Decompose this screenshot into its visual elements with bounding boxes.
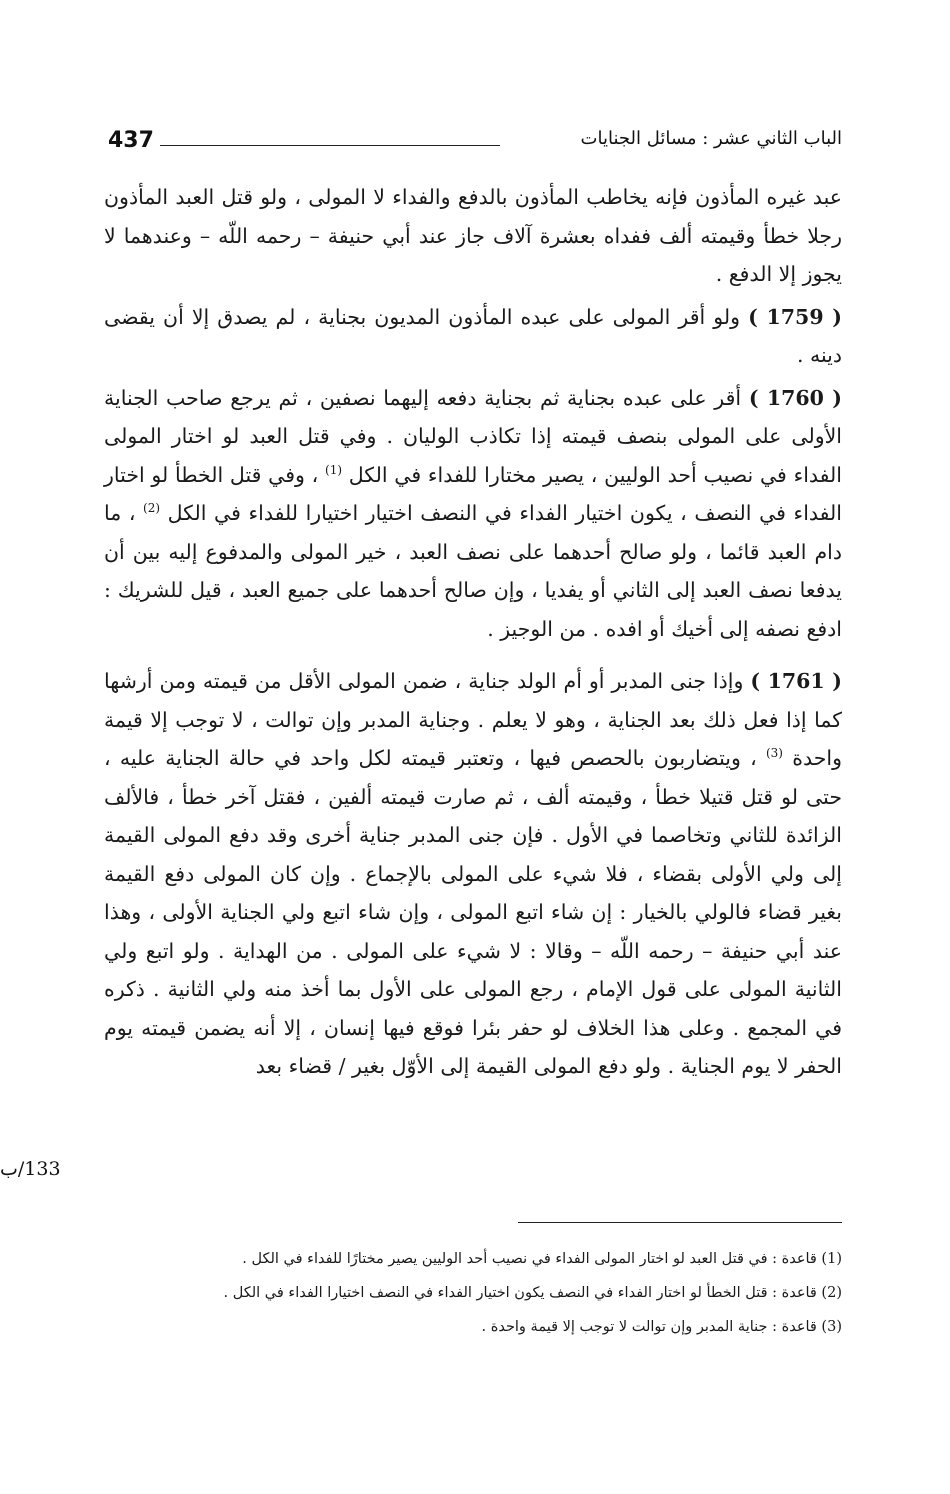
footnote-1: (1) قاعدة : في قتل العبد لو اختار المولى الفداء في نصيب أحد الوليين يصير مختارًا للفداء في الكل . [242,1251,842,1267]
issue-number: ( 1760 ) [748,385,842,410]
paragraph-1760 [104,379,842,649]
page-number: 437 [108,128,154,153]
paragraph-1759 [104,298,842,375]
paragraph-text: ، ويتضاربون بالحصص فيها ، وتعتبر قيمته لكل واحد في حالة الجناية عليه ، حتى لو قتل قتيلا خطأ ، وقيمته ألف ، ثم صارت قيمته ألفين ، فقتل آخر خطأ ، فالألف الزائدة للثاني وتخاصما في الأول . فإن جنى المدبر جناية أخرى وقد دفع المولى القيمة إلى ولي الأولى بقضاء ، فلا شيء على المولى بالإجماع . وإن كان المولى دفع القيمة بغير قضاء فالولي بالخيار : إن شاء اتبع المولى ، وإن شاء اتبع ولي الجناية الأولى ، وهذا عند أبي حنيفة – رحمه اللّه – وقالا : لا شيء على المولى . من الهداية . ولو اتبع ولي الثانية المولى على قول الإمام ، رجع المولى على الأول بما أخذ منه ولي الثانية . ذكره في المجمع . وعلى هذا الخلاف لو حفر بئرا فوقع فيها إنسان ، إلا أنه يضمن قيمته يوم الحفر لا يوم الجناية . ولو دفع المولى القيمة إلى الأوّل بغير / قضاء بعد [104,746,842,1078]
footnote-2: (2) قاعدة : قتل الخطأ لو اختار الفداء في النصف يكون اختيار الفداء في النصف اختيارا الفداء في الكل . [223,1285,842,1301]
paragraph-continued [104,178,842,294]
footnote-3: (3) قاعدة : جناية المدبر وإن توالت لا توجب إلا قيمة واحدة . [481,1319,842,1335]
footnote-ref-1[interactable]: (1) [325,462,343,477]
paragraph-1761 [104,662,842,1086]
header-rule [160,145,500,146]
paragraph-text: أقر على عبده بجناية ثم بجناية دفعه إليهما نصفين ، ثم يرجع صاحب الجناية الأولى على المولى بنصف قيمته إذا تكاذب الوليان . وفي قتل العبد لو اختار المولى الفداء في نصيب أحد الوليين ، يصير مختارا للفداء في الكل [104,385,842,487]
paragraph-text: ، وفي قتل الخطأ لو اختار الفداء في النصف ، يكون اختيار الفداء في النصف اختيار اختيارا للفداء في الكل [104,462,842,525]
manuscript-folio-note: 133/ب [0,1158,61,1180]
issue-number: ( 1761 ) [750,669,842,693]
paragraph-text: ، ما دام العبد قائما ، ولو صالح أحدهما على نصف العبد ، خير المولى والمدفوع إليه بين أن يدفعا نصف العبد إلى الثاني أو يفديا ، وإن صالح أحدهما على جميع العبد ، قيل للشريك : ادفع نصفه إلى أخيك أو افده . من الوجيز . [104,501,842,641]
footnotes [104,1242,842,1344]
paragraph-text: ولو أقر المولى على عبده المأذون المديون بجناية ، لم يصدق إلا أن يقضى دينه . [104,304,842,367]
paragraph-text: عبد غيره المأذون فإنه يخاطب المأذون بالدفع والفداء لا المولى ، ولو قتل العبد المأذون رجلا خطأ وقيمته ألف ففداه بعشرة آلاف جاز عند أبي حنيفة – رحمه اللّه – وعندهما لا يجوز إلا الدفع . [104,185,842,286]
main-text [104,178,842,1090]
paragraph-text: وإذا جنى المدبر أو أم الولد جناية ، ضمن المولى الأقل من قيمته ومن أرشها كما إذا فعل ذلك بعد الجناية ، وهو لا يعلم . وجناية المدبر وإن توالت ، لا توجب إلا قيمة واحدة [104,669,842,770]
footnote-ref-2[interactable]: (2) [143,501,161,516]
footnote-divider [518,1222,842,1223]
running-header [108,128,842,164]
issue-number: ( 1759 ) [748,304,842,329]
footnote-ref-3[interactable]: (3) [765,746,783,761]
chapter-title: الباب الثاني عشر : مسائل الجنايات [580,128,842,149]
